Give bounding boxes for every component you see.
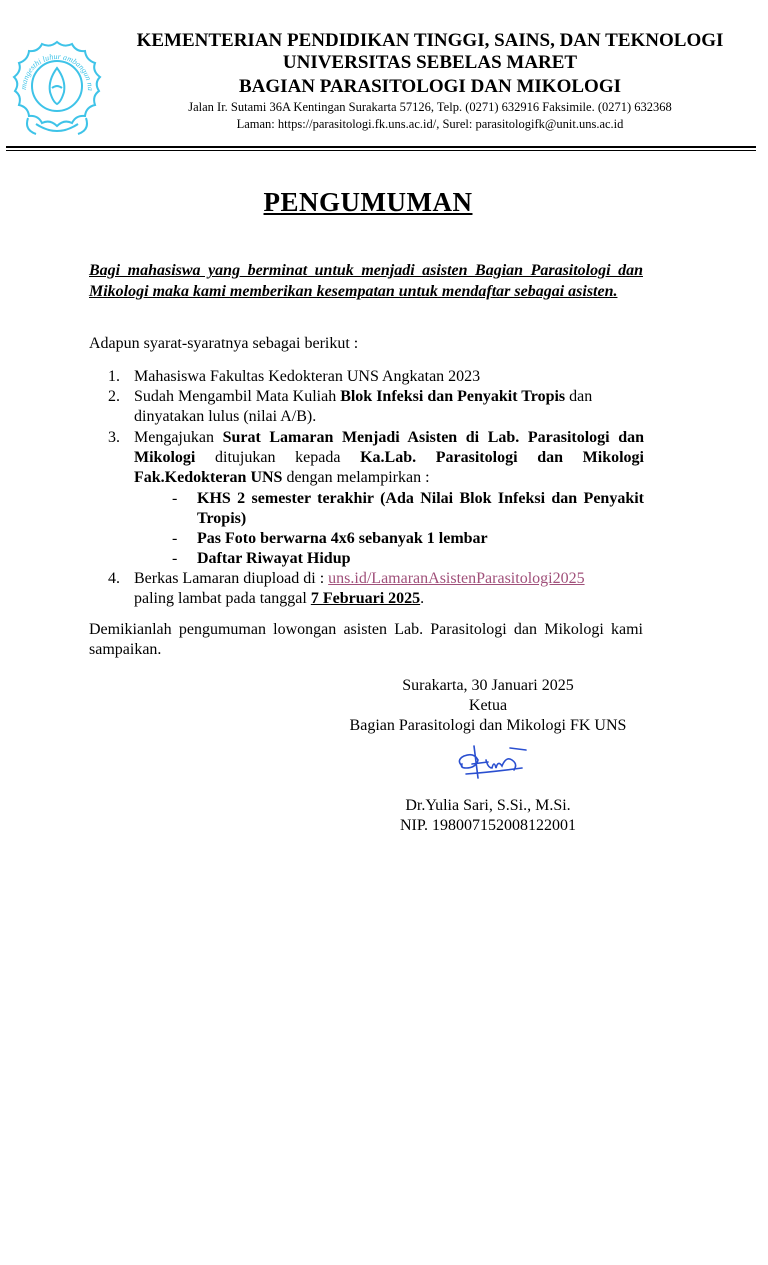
signer-position: Ketua (468, 697, 508, 714)
requirement-4: Berkas Lamaran diupload di : uns.id/LamaranAsistenParasitologi2025 paling lambat pada tanggal 7 Februari 2025. (134, 570, 585, 607)
attachment-item: KHS 2 semester terakhir (Ada Nilai Blok Infeksi dan Penyakit Tropis) (197, 490, 644, 527)
bullet-dash: - (172, 550, 178, 567)
requirement-3: Mengajukan Surat Lamaran Menjadi Asisten di Lab. Parasitologi dan Mikologi ditujukan kepada Ka.Lab. Parasitologi dan Mikologi Fak.Kedokteran UNS dengan melampirkan : (134, 429, 644, 486)
signer-name: Dr.Yulia Sari, S.Si., M.Si. (405, 797, 571, 814)
header-divider-thin (6, 150, 756, 151)
addressee: Ka.Lab. Parasitologi dan Mikologi Fak.Kedokteran UNS (134, 449, 644, 486)
deadline-date: 7 Februari 2025 (310, 590, 421, 607)
department-name: BAGIAN PARASITOLOGI DAN MIKOLOGI (239, 76, 621, 97)
closing-paragraph: Demikianlah pengumuman lowongan asisten Lab. Parasitologi dan Mikologi kami sampaikan. (89, 621, 643, 658)
list-number: 2. (108, 388, 120, 405)
web-contact-line: Laman: https://parasitologi.fk.uns.ac.id/, Surel: parasitologifk@unit.uns.ac.id (236, 117, 624, 131)
signer-unit: Bagian Parasitologi dan Mikologi FK UNS (349, 717, 627, 734)
upload-link[interactable]: uns.id/LamaranAsistenParasitologi2025 (328, 570, 585, 587)
bullet-dash: - (172, 490, 178, 507)
page-title: PENGUMUMAN (263, 187, 473, 217)
signature-icon (452, 738, 532, 788)
place-date: Surakarta, 30 Januari 2025 (402, 677, 574, 694)
header-divider-thick (6, 146, 756, 148)
attachment-item: Daftar Riwayat Hidup (197, 550, 351, 567)
university-name: UNIVERSITAS SEBELAS MARET (282, 52, 578, 73)
bullet-dash: - (172, 530, 178, 547)
list-number: 3. (108, 429, 120, 446)
intro-paragraph: Bagi mahasiswa yang berminat untuk menjadi asisten Bagian Parasitologi dan Mikologi maka kami memberikan kesempatan untuk mendaftar sebagai asisten. (89, 262, 643, 300)
handwritten-signature (452, 738, 532, 788)
uns-seal-icon (6, 38, 108, 140)
requirement-1: Mahasiswa Fakultas Kedokteran UNS Angkatan 2023 (134, 368, 481, 385)
requirement-2: Sudah Mengambil Mata Kuliah Blok Infeksi dan Penyakit Tropis dan dinyatakan lulus (nilai A/B). (134, 388, 593, 425)
logo-motto: mangesthi luhur ambangun na (18, 51, 96, 91)
signer-nip: NIP. 198007152008122001 (399, 817, 576, 834)
list-number: 4. (108, 570, 120, 587)
attachment-item: Pas Foto berwarna 4x6 sebanyak 1 lembar (197, 530, 488, 547)
ministry-name: KEMENTERIAN PENDIDIKAN TINGGI, SAINS, DAN TEKNOLOGI (136, 30, 724, 51)
list-number: 1. (108, 368, 120, 385)
university-logo (6, 38, 108, 140)
address-line: Jalan Ir. Sutami 36A Kentingan Surakarta 57126, Telp. (0271) 632916 Faksimile. (0271) 632368 (188, 100, 672, 114)
course-name: Blok Infeksi dan Penyakit Tropis (340, 388, 566, 405)
letter-title: Surat Lamaran Menjadi Asisten di Lab. Parasitologi dan Mikologi (134, 429, 644, 466)
requirements-heading: Adapun syarat-syaratnya sebagai berikut : (89, 335, 359, 352)
